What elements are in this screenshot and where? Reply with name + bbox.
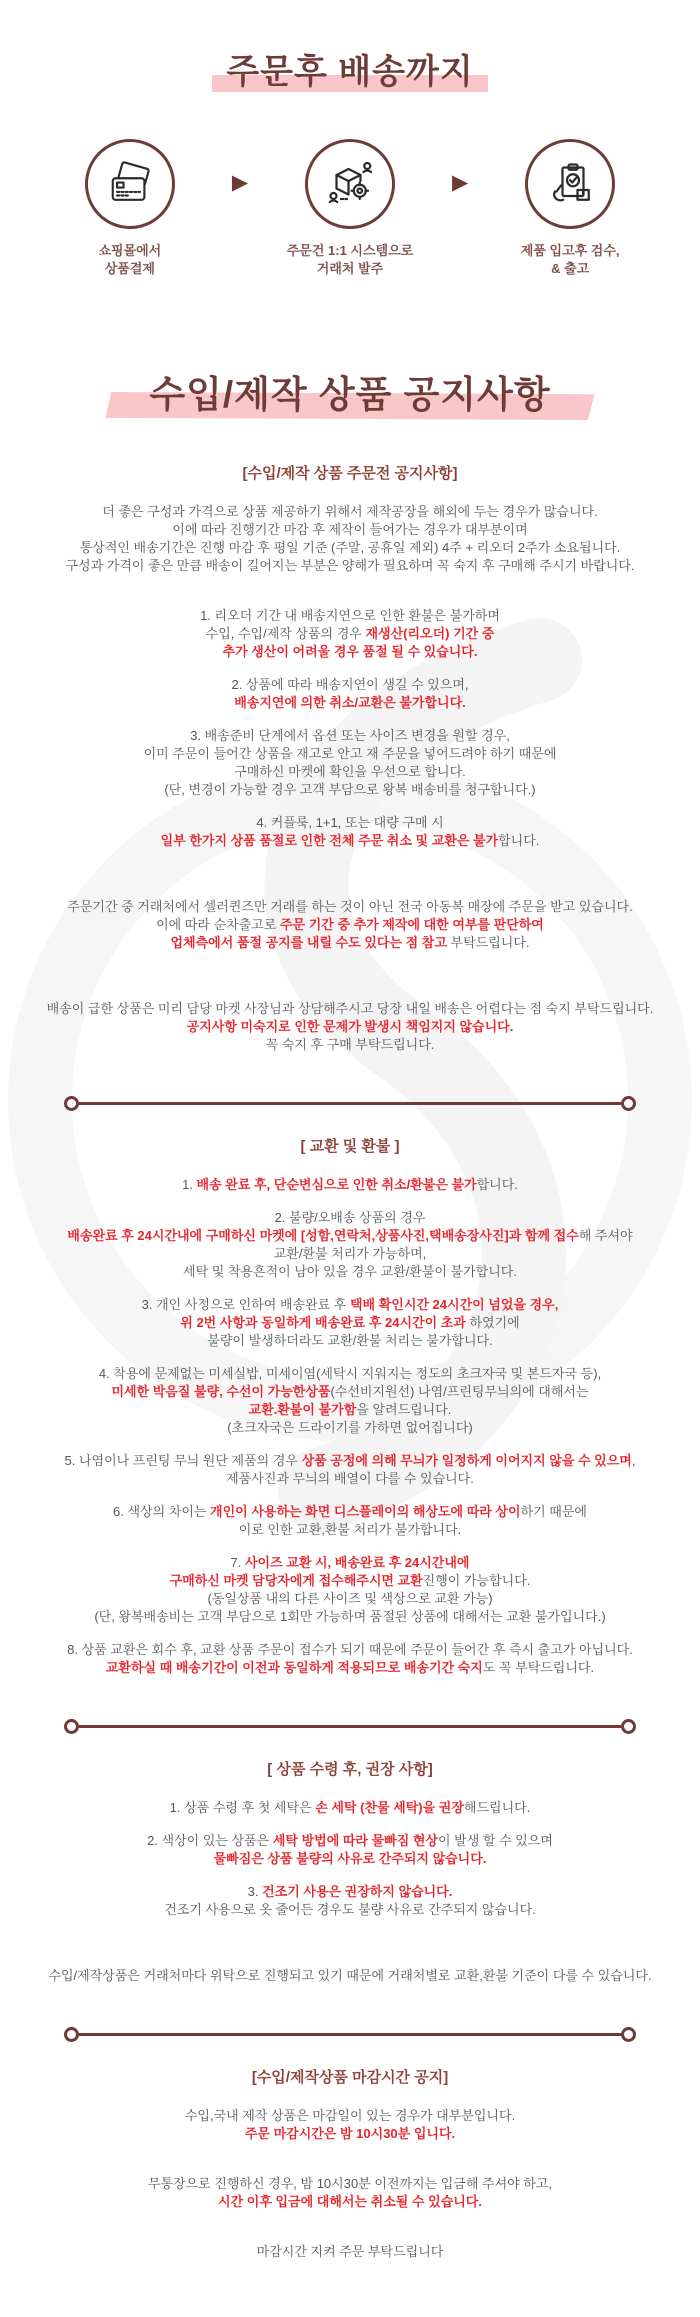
notice-line [0, 1850, 700, 1868]
step-payment [42, 139, 218, 278]
body-text: 4. 커플룩, 1+1, 또는 대량 구매 시 [256, 815, 444, 830]
notice-line [0, 2243, 700, 2261]
notice-line [0, 1401, 700, 1419]
body-text: 이로 인한 교환,환불 처리가 불가합니다. [238, 1522, 462, 1537]
notice-section [0, 1758, 700, 1985]
inspection-shipping-icon [525, 139, 615, 229]
warning-red-text: 추가 생산이 어려울 경우 품절 될 수 있습니다. [222, 644, 478, 659]
notice-line [0, 676, 700, 694]
body-text: , [631, 1453, 636, 1468]
notice-line [0, 1659, 700, 1677]
divider-end-circle-icon [64, 1719, 79, 1734]
warning-red-text: 상품 공정에 의해 무늬가 일정하게 이어지지 않을 수 있으며 [301, 1453, 632, 1468]
notice-block [0, 1503, 700, 1539]
body-text: 1. 리오더 기간 내 배송지연으로 인한 환불은 불가하며 [200, 608, 500, 623]
section-divider [64, 1096, 636, 1111]
notice-block [0, 503, 700, 575]
page-title [0, 44, 700, 93]
notice-line [0, 1883, 700, 1901]
credit-card-icon [85, 139, 175, 229]
notice-section [0, 2066, 700, 2261]
notice-line [0, 694, 700, 712]
notice-block [0, 1296, 700, 1350]
notice-block [0, 898, 700, 952]
body-text: 이미 주문이 들어간 상품을 재고로 안고 재 주문을 넣어드려야 하기 때문에 [143, 746, 557, 761]
notice-line [0, 1608, 700, 1626]
body-text: 더 좋은 구성과 가격으로 상품 제공하기 위해서 제작공장을 해외에 두는 경우가 많습니다. [102, 504, 598, 519]
notice-line [0, 1245, 700, 1263]
notice-line [0, 934, 700, 952]
body-text: 합니다. [476, 1177, 518, 1192]
body-text: 교환/환불 처리가 가능하며, [273, 1246, 427, 1261]
body-text: 제품사진과 무늬의 배열이 다를 수 있습니다. [226, 1471, 474, 1486]
warning-red-text: 사이즈 교환 시, 배송완료 후 24시간내에 [244, 1555, 470, 1570]
notice-line [0, 1452, 700, 1470]
body-text: 합니다. [498, 833, 540, 848]
notice-line [0, 832, 700, 850]
notice-line [0, 521, 700, 539]
notice-line [0, 2193, 700, 2211]
notice-line [0, 2175, 700, 2193]
notice-block [0, 1176, 700, 1194]
notice-block [0, 1883, 700, 1919]
notice-block [0, 1832, 700, 1868]
body-text: 해드립니다. [463, 1800, 531, 1815]
notice-block [0, 1967, 700, 1985]
body-text: 5. 나염이나 프린팅 무늬 원단 제품의 경우 [64, 1453, 302, 1468]
notice-line [0, 1036, 700, 1054]
step-label-line: 주문건 1:1 시스템으로 [286, 243, 414, 258]
body-text: 하였기에 [465, 1315, 520, 1330]
body-text: 수입,국내 제작 상품은 마감일이 있는 경우가 대부분입니다. [184, 2108, 516, 2123]
body-text: 마감시간 지켜 주문 부탁드립니다 [256, 2244, 444, 2259]
body-text: 해 주셔야 [578, 1228, 633, 1243]
body-text: 3. 개인 사정으로 인하여 배송완료 후 [141, 1297, 350, 1312]
order-system-icon [305, 139, 395, 229]
step-label-line: 쇼핑몰에서 [98, 243, 162, 258]
notice-line [0, 1419, 700, 1437]
notice-line [0, 2125, 700, 2143]
notice-block [0, 607, 700, 661]
notice-line [0, 643, 700, 661]
body-text: 2. 불량/오배송 상품의 경우 [274, 1210, 426, 1225]
order-process-steps [30, 139, 670, 278]
notice-section [0, 462, 700, 1054]
body-text: (단, 왕복배송비는 고객 부담으로 1회만 가능하며 품절된 상품에 대해서는 교환 불가입니다.) [94, 1609, 606, 1624]
notice-block [0, 2243, 700, 2261]
step-payment-label [98, 242, 161, 278]
body-text: 부탁드립니다. [450, 935, 530, 950]
step-label-line: 상품결제 [104, 261, 155, 276]
notice-block [0, 1209, 700, 1281]
body-text: 도 꼭 부탁드립니다. [482, 1660, 595, 1675]
notice-block [0, 1554, 700, 1626]
notice-line [0, 2107, 700, 2125]
body-text: 4. 착용에 문제없는 미세실밥, 미세이염(세탁시 지워지는 정도의 초크자국 및 본드자국 등), [98, 1366, 602, 1381]
divider-end-circle-icon [621, 2027, 636, 2042]
step-order-system-label [287, 242, 413, 278]
notice-line [0, 607, 700, 625]
warning-red-text: 업체측에서 품절 공지를 내릴 수도 있다는 점 참고 [170, 935, 451, 950]
notice-block [0, 2107, 700, 2143]
arrow-right-icon: ▶ [452, 171, 469, 194]
warning-red-text: 물빠짐은 상품 불량의 사유로 간주되지 않습니다. [213, 1851, 487, 1866]
notice-line [0, 539, 700, 557]
notice-section-title [0, 364, 700, 418]
warning-red-text: 교환하실 때 배송기간이 이전과 동일하게 적용되므로 배송기간 숙지 [105, 1660, 483, 1675]
body-text: 6. 색상의 차이는 [113, 1504, 211, 1519]
notice-line [0, 1000, 700, 1018]
warning-red-text: 공지사항 미숙지로 인한 문제가 발생시 책임지지 않습니다. [186, 1019, 514, 1034]
section-divider [64, 2027, 636, 2042]
warning-red-text: 일부 한가지 상품 품절로 인한 전체 주문 취소 및 교환은 불가 [160, 833, 499, 848]
divider-line [79, 2033, 621, 2036]
section-divider [64, 1719, 636, 1734]
body-text: (단, 변경이 가능할 경우 고객 부담으로 왕복 배송비를 청구합니다.) [164, 782, 536, 797]
section-header: [ 교환 및 환불 ] [300, 1138, 400, 1155]
notice-line [0, 1554, 700, 1572]
bottom-spacer [0, 2261, 700, 2317]
notice-block [0, 2175, 700, 2211]
notice-line [0, 557, 700, 575]
divider-line [79, 1102, 621, 1105]
body-text: 1. [182, 1177, 197, 1192]
notice-line [0, 916, 700, 934]
body-text: 진행이 가능합니다. [422, 1573, 531, 1588]
step-label-line: 제품 입고후 검수, [520, 243, 620, 258]
body-text: (수선비지원선) 나염/프린팅무늬의에 대해서는 [330, 1384, 589, 1399]
divider-end-circle-icon [64, 2027, 79, 2042]
step-inspection [482, 139, 658, 278]
body-text: 2. 상품에 따라 배송지연이 생길 수 있으며, [231, 677, 469, 692]
warning-red-text: 배송 완료 후, 단순변심으로 인한 취소/환불은 불가 [196, 1177, 477, 1192]
body-text: 이 발생 할 수 있으며 [438, 1833, 553, 1848]
notice-line [0, 1470, 700, 1488]
arrow-right-icon: ▶ [231, 171, 248, 194]
body-text: 구성과 가격이 좋은 만큼 배송이 길어지는 부분은 양해가 필요하며 꼭 숙지 후 구매해 주시기 바랍니다. [65, 558, 635, 573]
page-title-text: 주문후 배송까지 [216, 44, 483, 93]
step-inspection-label [521, 242, 620, 278]
divider-end-circle-icon [621, 1719, 636, 1734]
notice-block [0, 1641, 700, 1677]
warning-red-text: 배송완료 후 24시간내에 구매하신 마켓에 [성함,연락처,상품사진,택배송장사진]과 함께 접수 [67, 1228, 579, 1243]
body-text: 수입/제작상품은 거래처마다 위탁으로 진행되고 있기 때문에 거래처별로 교환,환불 기준이 다를 수 있습니다. [48, 1968, 652, 1983]
notice-line [0, 745, 700, 763]
body-text: 3. 배송준비 단계에서 옵션 또는 사이즈 변경을 원할 경우, [190, 728, 510, 743]
notice-block [0, 814, 700, 850]
notice-line [0, 503, 700, 521]
warning-red-text: 시간 이후 입금에 대해서는 취소될 수 있습니다. [218, 2194, 482, 2209]
notice-line [0, 625, 700, 643]
warning-red-text: 건조기 사용은 권장하지 않습니다. [262, 1884, 453, 1899]
warning-red-text: 재생산(리오더) 기간 중 [365, 626, 495, 641]
notice-line [0, 1314, 700, 1332]
body-text: 1. 상품 수령 후 첫 세탁은 [169, 1800, 316, 1815]
body-text: 8. 상품 교환은 회수 후, 교환 상품 주문이 접수가 되기 때문에 주문이 들어간 후 즉시 출고가 아닙니다. [67, 1642, 633, 1657]
notice-line [0, 1832, 700, 1850]
notice-line [0, 781, 700, 799]
notice-block [0, 1799, 700, 1817]
section-header: [수입/제작상품 마감시간 공지] [251, 2069, 449, 2086]
notice-line [0, 1967, 700, 1985]
body-text: 이에 따라 진행기간 마감 후 제작이 들어가는 경우가 대부분이며 [172, 522, 528, 537]
notice-block [0, 727, 700, 799]
warning-red-text: 교환.환불이 불가함 [248, 1402, 357, 1417]
warning-red-text: 개인이 사용하는 화면 디스플레이의 해상도에 따라 상이 [210, 1504, 521, 1519]
notice-line [0, 763, 700, 781]
notice-line [0, 1227, 700, 1245]
body-text: 통상적인 배송기간은 진행 마감 후 평일 기준 (주말, 공휴일 제외) 4주 + 리오더 2주가 소요됩니다. [79, 540, 621, 555]
warning-red-text: 위 2번 사항과 동일하게 배송완료 후 24시간이 초과 [180, 1315, 466, 1330]
body-text: 세탁 및 착용흔적이 남아 있을 경우 교환/환불이 불가합니다. [183, 1264, 517, 1279]
notice-line [0, 1572, 700, 1590]
notice-line [0, 1365, 700, 1383]
body-text: 배송이 급한 상품은 미리 담당 마켓 사장님과 상담해주시고 당장 내일 배송은 어렵다는 점 숙지 부탁드립니다. [46, 1001, 654, 1016]
notice-line [0, 1209, 700, 1227]
notice-line [0, 1799, 700, 1817]
notice-line [0, 1332, 700, 1350]
divider-line [79, 1725, 621, 1728]
warning-red-text: 구매하신 마켓 담당자에게 접수해주시면 교환 [169, 1573, 423, 1588]
notice-line [0, 1018, 700, 1036]
body-text: 하기 때문에 [520, 1504, 587, 1519]
notice-block [0, 676, 700, 712]
notice-line [0, 814, 700, 832]
section-header: [수입/제작 상품 주문전 공지사항] [242, 465, 458, 482]
body-text: 주문기간 중 거래처에서 셀러퀸즈만 거래를 하는 것이 아닌 전국 아동복 매장에 주문을 받고 있습니다. [67, 899, 633, 914]
divider-end-circle-icon [621, 1096, 636, 1111]
notice-block [0, 1365, 700, 1437]
body-text: 무통장으로 진행하신 경우, 밤 10시30분 이전까지는 입금해 주셔야 하고, [147, 2176, 553, 2191]
warning-red-text: 주문 기간 중 추가 제작에 대한 여부를 판단하여 [279, 917, 544, 932]
warning-red-text: 미세한 박음질 불량, 수선이 가능한상품 [111, 1384, 331, 1399]
notice-block [0, 1000, 700, 1054]
warning-red-text: 배송지연에 의한 취소/교환은 불가합니다. [234, 695, 466, 710]
notice-line [0, 1176, 700, 1194]
notice-section [0, 1135, 700, 1677]
body-text: 꼭 숙지 후 구매 부탁드립니다. [265, 1037, 435, 1052]
body-text: 3. [247, 1884, 263, 1899]
section-header: [ 상품 수령 후, 권장 사항] [267, 1761, 433, 1778]
notice-line [0, 1263, 700, 1281]
body-text: (동일상품 내의 다른 사이즈 및 색상으로 교환 가능) [207, 1591, 493, 1606]
divider-end-circle-icon [64, 1096, 79, 1111]
step-label-line: & 출고 [551, 261, 590, 276]
content-sections [0, 462, 700, 2261]
body-text: 7. [230, 1555, 245, 1570]
body-text: 구매하신 마켓에 확인을 우선으로 합니다. [234, 764, 466, 779]
notice-line [0, 1383, 700, 1401]
step-order-system [262, 139, 438, 278]
notice-line [0, 1296, 700, 1314]
notice-line [0, 1901, 700, 1919]
warning-red-text: 주문 마감시간은 밤 10시30분 입니다. [244, 2126, 456, 2141]
notice-line [0, 1641, 700, 1659]
notice-line [0, 1521, 700, 1539]
notice-line [0, 1590, 700, 1608]
notice-section-title-text: 수입/제작 상품 공지사항 [143, 364, 556, 418]
warning-red-text: 세탁 방법에 따라 물빠짐 현상 [272, 1833, 438, 1848]
notice-line [0, 898, 700, 916]
body-text: 수입, 수입/제작 상품의 경우 [205, 626, 366, 641]
body-text: 이에 따라 순차출고로 [156, 917, 280, 932]
notice-line [0, 1503, 700, 1521]
body-text: 을 알려드립니다. [356, 1402, 452, 1417]
warning-red-text: 손 세탁 (찬물 세탁)을 권장 [315, 1800, 464, 1815]
step-label-line: 거래처 발주 [316, 261, 384, 276]
body-text: 건조기 사용으로 옷 줄어든 경우도 불량 사유로 간주되지 않습니다. [164, 1902, 536, 1917]
notice-block [0, 1452, 700, 1488]
body-text: 불량이 발생하더라도 교환/환불 처리는 불가합니다. [207, 1333, 493, 1348]
body-text: 2. 색상이 있는 상품은 [147, 1833, 273, 1848]
notice-line [0, 727, 700, 745]
warning-red-text: 택배 확인시간 24시간이 넘었을 경우, [349, 1297, 559, 1312]
body-text: (초크자국은 드라이기를 가하면 없어집니다) [227, 1420, 473, 1435]
